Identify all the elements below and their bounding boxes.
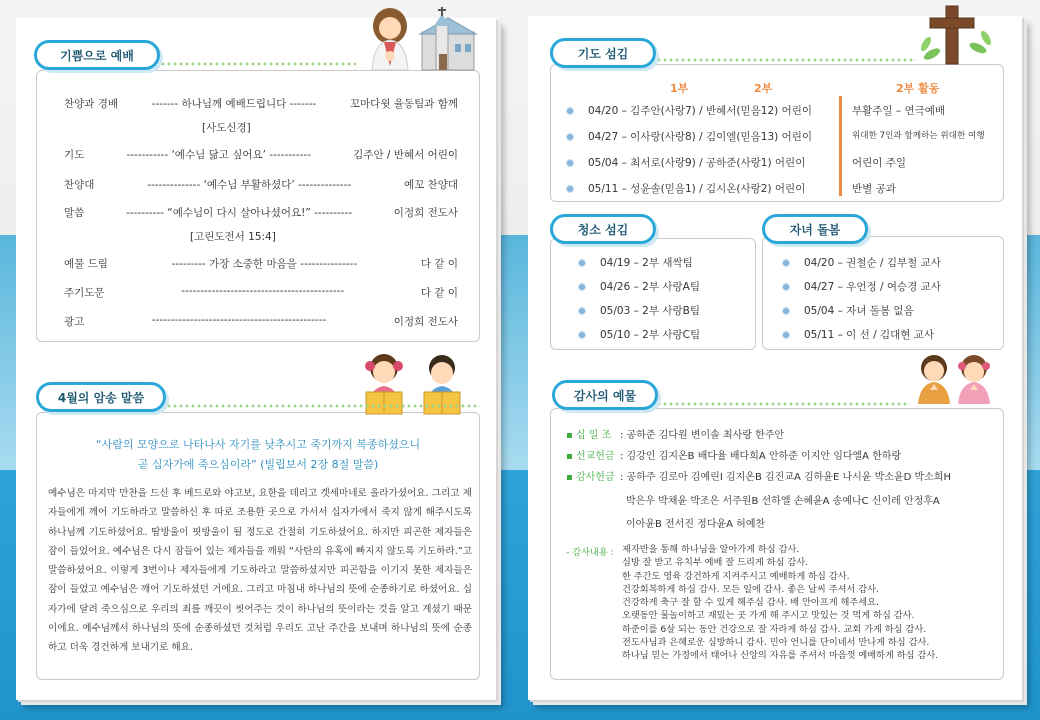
thanks-note: 한 주간도 영육 강건하게 지켜주시고 예배하게 하심 감사. xyxy=(622,570,850,582)
memory-story-paragraph: 예수님은 마지막 만찬을 드신 후 베드로와 야고보, 요한을 데리고 겟세마네로 올라가셨어요. 그리고 제자들에게 깨어 기도하라고 말씀하신 후 따로 조용한 곳으로 가서서 십자가에서 죽지 않게 해주시도록 하나님께 기도하셨어요. 땀방울이 핏방울이 될 정도로 간절히 기도하셨어요. 하지만 피곤한 제자들은 잠이 들었어요. 예수님은 다시 잠들어 있는 제자들을 깨워 “사탄의 유혹에 빠지지 않도록 기도하라.”고 말씀하셨어요. 이렇게 3번이나 제자들에게 기도하라고 말씀하셨지만 피곤함을 이기지 못한 제자들은 잠이 들었고 예수님은 깨어 기도하셨던 거에요. 그리고 마침내 하나님의 뜻에 순종하기로 하셨어요. 십자가에 달려 죽으심으로 우리의 죄를 깨끗이 씻어주는 것이 하나님의 뜻이라는 것을 알고 계셨기 때문이에요. 예수님께서 하나님의 뜻에 순종하셨던 것처럼 우리도 고난 주간을 보내며 하나님의 뜻에 순종하고 더욱 경건하게 보내기로 해요. xyxy=(48,488,472,654)
prayer-divider xyxy=(656,57,916,63)
cleaning-row: 04/26 – 2부 사랑A팀 xyxy=(578,279,700,294)
thanks-notes xyxy=(622,543,938,663)
offering-divider xyxy=(656,401,910,407)
thanks-note: 하준이를 6살 되는 동안 건강으로 잘 자라게 하심 감사. 교회 가게 하심 감사. xyxy=(622,623,927,635)
cleaning-title: 청소 섬김 xyxy=(550,214,656,244)
childcare-row: 05/04 – 자녀 돌봄 없음 xyxy=(782,303,914,318)
prayer-row: 04/20 – 김주안(사랑7) / 반혜서(믿음12) 어린이 xyxy=(566,103,812,118)
activity-item: 어린이 주일 xyxy=(852,157,907,169)
worship-row: 기도 ----------- ‘예수님 닮고 싶어요’ ----------- 김주안 / 반혜서 어린이 xyxy=(64,149,458,161)
bullet-icon xyxy=(578,259,586,267)
cleaning-row: 05/10 – 2부 사랑C팀 xyxy=(578,327,700,342)
offering-label-tithe: ▪ 십 일 조 xyxy=(566,430,612,441)
bullet-icon xyxy=(566,159,574,167)
offering-value-thanks-cont2: 이아윤B 전서진 정다윤A 허예찬 xyxy=(626,519,766,530)
prayer-row: 05/11 – 성윤솔(믿음1) / 김시온(사랑2) 어린이 xyxy=(566,181,805,196)
thanks-note: 심방 잘 받고 유치부 예배 잘 드리게 하심 감사. xyxy=(622,557,809,569)
bullet-icon xyxy=(566,185,574,193)
thanks-note: 건강회복하게 하심 감사. 모든 일에 감사. 좋은 날씨 주셔서 감사. xyxy=(622,583,879,595)
worship-sub-scripture: [고린도전서 15:4] xyxy=(190,231,276,243)
cleaning-row: 04/19 – 2부 새싹팀 xyxy=(578,255,693,270)
prayer-title: 기도 섬김 xyxy=(550,38,656,68)
bullet-icon xyxy=(578,283,586,291)
worship-sub-apostles-creed: [사도신경] xyxy=(202,122,251,134)
bullet-icon xyxy=(782,331,790,339)
cleaning-row: 05/03 – 2부 사랑B팀 xyxy=(578,303,700,318)
praying-kids-illustration xyxy=(912,354,998,404)
activity-item: 위대한 7인과 함께하는 위대한 여행 xyxy=(852,131,985,141)
bullet-icon xyxy=(782,259,790,267)
bullet-icon xyxy=(782,307,790,315)
worship-row: 말씀 ---------- “예수님이 다시 살아나셨어요!” ---------- 이정희 전도사 xyxy=(64,207,458,219)
childcare-row: 04/27 – 우언정 / 여승경 교사 xyxy=(782,279,941,294)
activity-item: 부활주일 – 연극예배 xyxy=(852,105,946,117)
childcare-row: 05/11 – 이 선 / 김대현 교사 xyxy=(782,327,934,342)
offering-value-mission: : 김강인 김지온B 배다율 배다희A 안하준 이지안 임다엘A 한하랑 xyxy=(620,451,902,462)
prayer-row: 05/04 – 최서로(사랑9) / 공하준(사랑1) 어린이 xyxy=(566,155,805,170)
prayer-row: 04/27 – 이사랑(사랑8) / 김이엘(믿음13) 어린이 xyxy=(566,129,812,144)
bullet-icon xyxy=(566,133,574,141)
prayer-col-1: 1부 xyxy=(670,82,689,95)
thanks-note: 오랫동안 물놀이하고 재밌는 곳 가게 해 주시고 맛있는 것 먹게 하심 감사. xyxy=(622,610,915,622)
bullet-icon xyxy=(578,331,586,339)
thanks-note: 하나님 믿는 가정에서 태어나 신앙의 자유를 주셔서 마음껏 예배하게 하심 감사. xyxy=(622,650,939,662)
worship-title: 기쁨으로 예배 xyxy=(34,40,160,70)
thanks-note: 전도사님과 은혜로운 심방하니 감사. 민아 언니를 단이네서 만나게 하심 감사. xyxy=(622,637,930,649)
childcare-row: 04/20 – 권철순 / 김부철 교사 xyxy=(782,255,941,270)
worship-divider xyxy=(160,61,356,67)
bullet-icon xyxy=(578,307,586,315)
offering-label-thanks: ▪ 감사헌금 xyxy=(566,472,615,483)
thanks-note: 건강하게 축구 잘 할 수 있게 해주심 감사. 배 안아프게 해주세요. xyxy=(622,597,879,609)
activities-divider xyxy=(839,96,842,196)
thanks-notes-label: - 감사내용 : xyxy=(566,547,614,558)
memory-verse-line1: “사람의 모양으로 나타나사 자기를 낮추시고 죽기까지 복종하셨으니 xyxy=(95,438,421,451)
activities-title: 2부 활동 xyxy=(896,82,940,95)
offering-value-thanks-cont1: 박은우 박채윤 박조은 서주원B 선하엘 손혜윤A 송예나C 신이레 안정후A xyxy=(626,496,940,507)
worship-row: 주기도문 ------------------------------------------- 다 같 이 xyxy=(64,285,458,299)
memory-verse-line2: 곧 십자가에 죽으심이라” (빌립보서 2장 8절 말씀) xyxy=(137,458,379,471)
memory-divider xyxy=(166,403,480,409)
worship-row: 광고 ---------------------------------------------- 이정희 전도사 xyxy=(64,314,458,328)
offering-title: 감사의 예물 xyxy=(552,380,658,410)
worship-row: 찬양과 경배 ------- 하나님께 예배드립니다 ------- 꼬마다윗 율동팀과 함께 xyxy=(64,98,458,110)
jesus-church-illustration xyxy=(362,6,480,72)
thanks-note: 제자반을 통해 하나님을 알아가게 하심 감사. xyxy=(622,544,800,555)
memory-title: 4월의 암송 말씀 xyxy=(36,382,166,412)
offering-label-mission: ▪ 선교헌금 xyxy=(566,451,615,462)
prayer-col-2: 2부 xyxy=(754,82,773,95)
offering-value-thanks: : 공하주 김로아 김예린I 김지온B 김진교A 김하윤E 나시윤 박소윤D 박소희H xyxy=(620,472,951,483)
worship-row: 찬양대 -------------- ‘예수님 부활하셨다’ -------------- 예꼬 찬양대 xyxy=(64,179,458,191)
cross-illustration xyxy=(918,4,998,66)
activity-item: 반별 공과 xyxy=(852,183,896,195)
worship-row: 예물 드림 --------- 가장 소중한 마음을 --------------- 다 같 이 xyxy=(64,258,458,270)
bullet-icon xyxy=(782,283,790,291)
childcare-title: 자녀 돌봄 xyxy=(762,214,868,244)
offering-value-tithe: : 공하준 김다원 변이솔 최사랑 한주안 xyxy=(620,430,785,441)
bullet-icon xyxy=(566,107,574,115)
